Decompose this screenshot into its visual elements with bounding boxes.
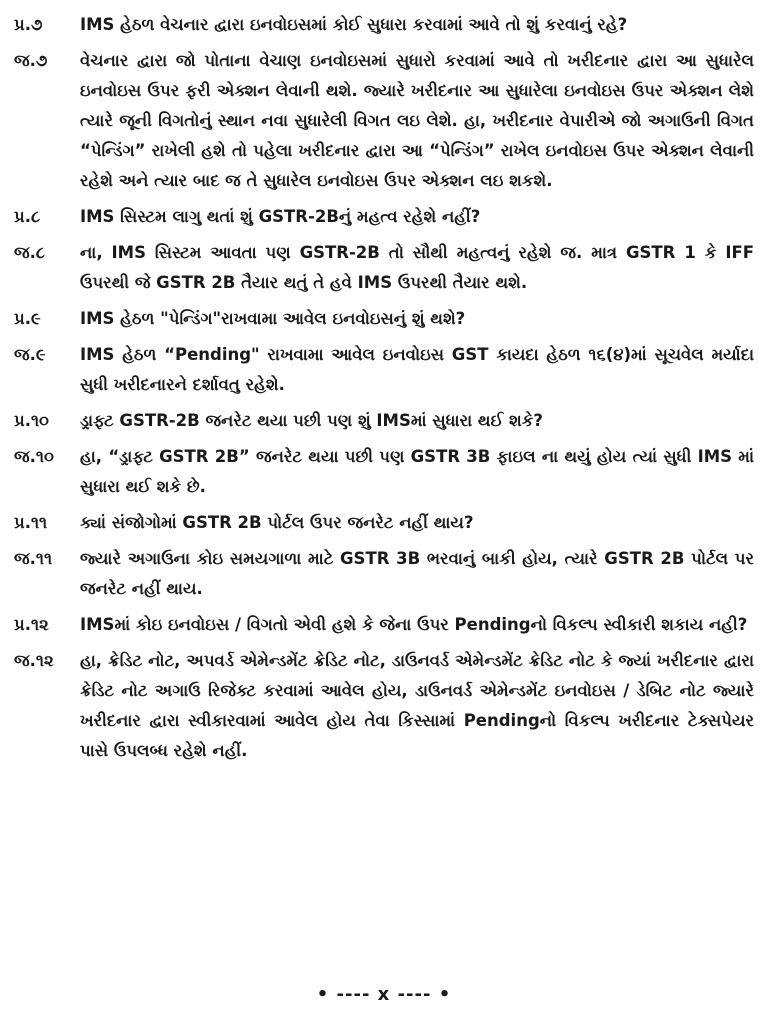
answer-11 (14, 544, 754, 604)
question-7 (14, 10, 754, 40)
answer-9 (14, 340, 754, 400)
question-10 (14, 406, 754, 436)
answer-label: જ.૧૧ (14, 549, 53, 568)
question-label: પ્ર.૯ (14, 309, 41, 328)
answer-text: વેચનાર દ્વારા જો પોતાના વેચાણ ઇનવોઇસમાં સુધારો કરવામાં આવે તો ખરીદનાર દ્વારા આ સુધારેલ ઇનવોઇસ ઉપર ફરી એક્શન લેવાની થશે. જ્યારે ખરીદનાર આ સુધારેલા ઇનવોઇસ ઉપર એક્શન લેશે ત્યારે જૂની વિગતોનું સ્થાન નવા સુધારેલી વિગત લઇ લેશે. હા, ખરીદનાર વેપારીએ જો અગાઉની વિગત “પેન્ડિંગ” રાખેલી હશે તો પહેલા ખરીદનાર દ્વારા આ “પેન્ડિંગ” રાખેલ ઇનવોઇસ ઉપર એક્શન લેવાની રહેશે અને ત્યાર બાદ જ તે સુધારેલ ઇનવોઇસ ઉપર એક્શન લઇ શકશે. (80, 51, 754, 190)
question-text: IMS સિસ્ટમ લાગુ થતાં શું GSTR-2Bનું મહત્વ રહેશે નહીં? (80, 207, 481, 226)
answer-label: જ.૧૨ (14, 651, 54, 670)
answer-label: જ.૧૦ (14, 447, 54, 466)
answer-label: જ.૭ (14, 51, 48, 70)
question-11 (14, 508, 754, 538)
question-text: ક્યાં સંજોગોમાં GSTR 2B પોર્ટલ ઉપર જનરેટ નહીં થાય? (80, 513, 474, 532)
answer-12 (14, 646, 754, 766)
question-label: પ્ર.૧૦ (14, 411, 49, 430)
answer-text: જ્યારે અગાઉના કોઇ સમયગાળા માટે GSTR 3B ભરવાનું બાકી હોય, ત્યારે GSTR 2B પોર્ટલ પર જનરેટ નહીં થાય. (80, 549, 754, 598)
question-12 (14, 610, 754, 640)
answer-10 (14, 442, 754, 502)
answer-text: હા, “ડ્રાફ્ટ GSTR 2B” જનરેટ થયા પછી પણ GSTR 3B ફાઇલ ના થયું હોય ત્યાં સુધી IMS માં સુધારા થઈ શકે છે. (80, 447, 754, 496)
question-label: પ્ર.૧૨ (14, 615, 49, 634)
answer-label: જ.૮ (14, 243, 45, 262)
question-8 (14, 202, 754, 232)
question-label: પ્ર.૮ (14, 207, 41, 226)
answer-text: હા, ક્રેડિટ નોટ, અપવર્ડ એમેન્ડમેંટ ક્રેડિટ નોટ, ડાઉનવર્ડ એમેન્ડમેંટ ક્રેડિટ નોટ કે જ્યાં ખરીદનાર દ્વારા ક્રેડિટ નોટ અગાઉ રિજેક્ટ કરવામાં આવેલ હોય, ડાઉનવર્ડ એમેન્ડમેંટ ઇનવોઇસ / ડેબિટ નોટ જ્યારે ખરીદનાર દ્વારા સ્વીકારવામાં આવેલ હોય તેવા કિસ્સામાં Pendingનો વિકલ્પ ખરીદનાર ટેક્સપેયર પાસે ઉપલબ્ધ રહેશે નહીં. (80, 651, 754, 760)
question-9 (14, 304, 754, 334)
question-label: પ્ર.૧૧ (14, 513, 48, 532)
answer-7 (14, 46, 754, 196)
question-text: IMSમાં કોઇ ઇનવોઇસ / વિગતો એવી હશે કે જેના ઉપર Pendingનો વિકલ્પ સ્વીકારી શકાય નહી? (80, 615, 748, 634)
question-text: IMS હેઠળ વેચનાર દ્વારા ઇનવોઇસમાં કોઈ સુધારા કરવામાં આવે તો શું કરવાનું રહે? (80, 15, 628, 34)
question-label: પ્ર.૭ (14, 15, 43, 34)
answer-text: ના, IMS સિસ્ટમ આવતા પણ GSTR-2B તો સૌથી મહત્વનું રહેશે જ. માત્ર GSTR 1 કે IFF ઉપરથી જે GSTR 2B તૈયાર થતું તે હવે IMS ઉપરથી તૈયાર થશે. (80, 243, 754, 292)
answer-text: IMS હેઠળ “Pending" રાખવામા આવેલ ઇનવોઇસ GST કાયદા હેઠળ ૧૬(૪)માં સૂચવેલ મર્યાદા સુધી ખરીદનારને દર્શાવતુ રહેશે. (80, 345, 754, 394)
question-text: ડ્રાફ્ટ GSTR-2B જનરેટ થયા પછી પણ શું IMSમાં સુધારા થઈ શકે? (80, 411, 543, 430)
answer-8 (14, 238, 754, 298)
question-text: IMS હેઠળ "પેન્ડિંગ"રાખવામા આવેલ ઇનવોઇસનું શું થશે? (80, 309, 466, 328)
end-of-section-mark: • ---- x ---- • (316, 984, 452, 1005)
answer-label: જ.૯ (14, 345, 46, 364)
